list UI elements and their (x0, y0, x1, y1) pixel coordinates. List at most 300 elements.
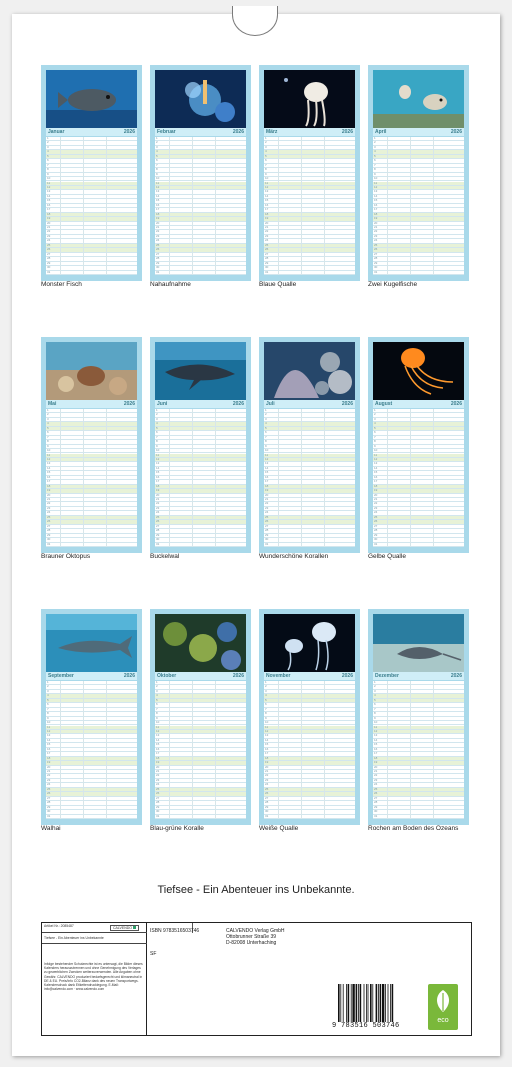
day-row: 7 (373, 164, 464, 168)
day-row: 12 (46, 458, 137, 462)
day-row: 8 (155, 712, 246, 716)
day-row: 7 (46, 164, 137, 168)
leaf-icon (434, 989, 452, 1013)
day-row: 19 (46, 217, 137, 221)
day-grid (264, 681, 355, 819)
day-row: 16 (46, 476, 137, 480)
day-row: 30 (46, 266, 137, 270)
day-row: 3 (373, 146, 464, 150)
day-row: 17 (155, 480, 246, 484)
month-header (46, 128, 137, 136)
day-row: 25 (373, 516, 464, 520)
day-row: 26 (264, 248, 355, 252)
day-row: 18 (46, 485, 137, 489)
day-row: 29 (264, 806, 355, 810)
day-row: 1 (46, 409, 137, 413)
day-row: 25 (155, 788, 246, 792)
month-photo (155, 614, 246, 672)
day-row: 12 (155, 458, 246, 462)
day-row: 25 (264, 244, 355, 248)
day-row: 11 (264, 182, 355, 186)
day-row: 26 (46, 792, 137, 796)
day-row: 13 (373, 734, 464, 738)
day-row: 18 (264, 213, 355, 217)
day-row: 7 (46, 708, 137, 712)
day-row: 22 (155, 230, 246, 234)
month-name: März (266, 129, 278, 135)
day-row: 1 (373, 409, 464, 413)
day-row: 16 (155, 748, 246, 752)
month-name: Juni (157, 401, 168, 407)
orange-jellyfish-image (373, 342, 464, 400)
day-row: 28 (46, 257, 137, 261)
day-row: 18 (46, 213, 137, 217)
day-row: 8 (46, 440, 137, 444)
month-caption: Wunderschöne Korallen (259, 553, 329, 560)
day-row: 17 (264, 752, 355, 756)
day-row: 12 (155, 730, 246, 734)
day-row: 4 (155, 422, 246, 426)
day-row: 9 (155, 445, 246, 449)
day-row: 1 (155, 409, 246, 413)
month-header (264, 672, 355, 680)
month-photo (155, 70, 246, 128)
day-row: 12 (46, 730, 137, 734)
day-row: 15 (46, 743, 137, 747)
day-row: 2 (373, 413, 464, 417)
day-row: 12 (373, 458, 464, 462)
day-row: 16 (373, 204, 464, 208)
day-row: 23 (155, 507, 246, 511)
day-row: 27 (46, 525, 137, 529)
day-row: 15 (155, 199, 246, 203)
day-row: 30 (373, 538, 464, 542)
day-row: 21 (155, 498, 246, 502)
day-row: 2 (264, 685, 355, 689)
day-row: 19 (155, 217, 246, 221)
day-row: 23 (46, 779, 137, 783)
day-row: 31 (155, 815, 246, 819)
day-row: 30 (373, 810, 464, 814)
day-row: 3 (373, 690, 464, 694)
day-row: 8 (264, 440, 355, 444)
day-row: 26 (155, 520, 246, 524)
month-name: November (266, 673, 291, 679)
jellyfish-dark-image (264, 70, 355, 128)
day-row: 16 (155, 476, 246, 480)
day-row: 29 (46, 806, 137, 810)
day-row: 12 (373, 186, 464, 190)
month-photo (373, 70, 464, 128)
day-row: 22 (264, 502, 355, 506)
day-row: 29 (155, 806, 246, 810)
day-row: 31 (373, 271, 464, 275)
day-row: 28 (155, 257, 246, 261)
day-row: 11 (373, 726, 464, 730)
day-row: 2 (155, 413, 246, 417)
day-row: 11 (155, 454, 246, 458)
day-row: 12 (46, 186, 137, 190)
day-row: 13 (46, 462, 137, 466)
day-row: 24 (46, 239, 137, 243)
day-row: 18 (373, 485, 464, 489)
day-row: 7 (46, 436, 137, 440)
day-row: 16 (373, 476, 464, 480)
month-caption: Buckelwal (150, 553, 180, 560)
month-caption: Monster Fisch (41, 281, 82, 288)
day-row: 28 (373, 529, 464, 533)
day-row: 20 (46, 222, 137, 226)
day-row: 10 (46, 721, 137, 725)
day-row: 27 (155, 253, 246, 257)
day-row: 31 (46, 271, 137, 275)
month-year: 2026 (341, 673, 353, 679)
day-row: 23 (155, 235, 246, 239)
day-row: 18 (373, 213, 464, 217)
day-row: 31 (155, 543, 246, 547)
calendar-title: Tiefsee - Ein Abenteuer ins Unbekannte. (157, 884, 355, 896)
month-header (46, 400, 137, 408)
month-name: August (375, 401, 393, 407)
day-row: 18 (373, 757, 464, 761)
day-row: 30 (264, 810, 355, 814)
logo-mark-icon (133, 926, 136, 929)
day-row: 7 (155, 164, 246, 168)
day-row: 16 (46, 204, 137, 208)
day-row: 25 (46, 788, 137, 792)
day-grid (373, 409, 464, 547)
day-row: 22 (155, 774, 246, 778)
day-row: 3 (264, 418, 355, 422)
month-photo (155, 342, 246, 400)
day-row: 29 (264, 262, 355, 266)
month-card-7 (259, 337, 360, 553)
whale-shark-image (46, 614, 137, 672)
day-row: 6 (46, 703, 137, 707)
day-row: 8 (373, 168, 464, 172)
eco-badge (428, 984, 458, 1030)
day-row: 1 (373, 137, 464, 141)
day-row: 21 (155, 770, 246, 774)
day-grid (46, 409, 137, 547)
barcode-number: 9 783516 503746 (332, 1022, 400, 1030)
day-row: 1 (46, 681, 137, 685)
day-row: 20 (264, 494, 355, 498)
day-row: 18 (46, 757, 137, 761)
day-row: 17 (264, 208, 355, 212)
day-row: 25 (155, 516, 246, 520)
day-row: 5 (264, 427, 355, 431)
day-row: 9 (155, 717, 246, 721)
day-row: 1 (155, 681, 246, 685)
day-row: 4 (155, 150, 246, 154)
day-row: 21 (373, 226, 464, 230)
day-row: 11 (373, 454, 464, 458)
month-year: 2026 (232, 673, 244, 679)
day-row: 2 (46, 141, 137, 145)
day-row: 25 (373, 788, 464, 792)
day-row: 20 (373, 766, 464, 770)
day-row: 20 (373, 494, 464, 498)
day-row: 5 (155, 155, 246, 159)
day-row: 11 (155, 726, 246, 730)
day-grid (264, 137, 355, 275)
day-row: 19 (264, 489, 355, 493)
day-row: 17 (264, 480, 355, 484)
day-row: 19 (373, 761, 464, 765)
month-caption: Walhai (41, 825, 61, 832)
day-row: 6 (155, 431, 246, 435)
month-year: 2026 (450, 673, 462, 679)
day-row: 2 (46, 413, 137, 417)
day-row: 11 (46, 454, 137, 458)
day-row: 10 (373, 721, 464, 725)
day-row: 8 (264, 712, 355, 716)
day-row: 22 (155, 502, 246, 506)
day-row: 10 (46, 449, 137, 453)
day-row: 16 (155, 204, 246, 208)
day-row: 9 (46, 173, 137, 177)
day-row: 8 (46, 712, 137, 716)
day-row: 3 (155, 690, 246, 694)
day-row: 4 (264, 694, 355, 698)
month-header (373, 672, 464, 680)
day-row: 30 (46, 538, 137, 542)
day-row: 13 (264, 190, 355, 194)
month-caption: Blaue Qualle (259, 281, 297, 288)
day-row: 1 (373, 681, 464, 685)
day-row: 3 (373, 418, 464, 422)
day-row: 15 (264, 743, 355, 747)
day-row: 28 (373, 801, 464, 805)
day-row: 18 (264, 485, 355, 489)
day-row: 27 (373, 525, 464, 529)
month-header (155, 400, 246, 408)
day-row: 8 (155, 440, 246, 444)
day-row: 23 (155, 779, 246, 783)
day-row: 29 (155, 262, 246, 266)
day-row: 11 (264, 454, 355, 458)
day-row: 19 (264, 761, 355, 765)
info-left-column (42, 923, 147, 1035)
day-row: 28 (155, 529, 246, 533)
month-card-11 (259, 609, 360, 825)
day-row: 16 (264, 748, 355, 752)
day-row: 5 (155, 427, 246, 431)
month-card-1 (41, 65, 142, 281)
day-row: 13 (264, 734, 355, 738)
month-caption: Rochen am Boden des Ozeans (368, 825, 459, 832)
day-row: 9 (264, 717, 355, 721)
day-row: 4 (373, 422, 464, 426)
day-row: 26 (373, 520, 464, 524)
day-row: 9 (373, 173, 464, 177)
day-row: 5 (373, 427, 464, 431)
day-row: 9 (46, 445, 137, 449)
month-header (264, 128, 355, 136)
day-row: 3 (155, 146, 246, 150)
day-row: 6 (46, 159, 137, 163)
day-row: 19 (264, 217, 355, 221)
day-grid (46, 681, 137, 819)
day-row: 14 (46, 195, 137, 199)
day-row: 26 (264, 520, 355, 524)
day-row: 7 (264, 436, 355, 440)
day-grid (264, 409, 355, 547)
day-row: 6 (373, 703, 464, 707)
day-row: 31 (46, 815, 137, 819)
day-row: 20 (264, 766, 355, 770)
day-row: 19 (46, 489, 137, 493)
day-row: 1 (46, 137, 137, 141)
day-row: 7 (264, 164, 355, 168)
product-info-box (41, 922, 472, 1036)
day-row: 31 (264, 815, 355, 819)
day-row: 3 (46, 418, 137, 422)
day-row: 24 (46, 511, 137, 515)
month-card-6 (150, 337, 251, 553)
day-row: 29 (373, 534, 464, 538)
white-jellyfish-image (264, 614, 355, 672)
day-row: 22 (46, 230, 137, 234)
humpback-whale-image (155, 342, 246, 400)
month-name: Januar (48, 129, 65, 135)
day-row: 21 (46, 498, 137, 502)
day-row: 24 (373, 783, 464, 787)
day-row: 23 (46, 235, 137, 239)
day-row: 3 (46, 146, 137, 150)
day-row: 7 (155, 708, 246, 712)
day-row: 10 (46, 177, 137, 181)
day-row: 7 (264, 708, 355, 712)
day-row: 12 (155, 186, 246, 190)
month-caption: Blau-grüne Koralle (150, 825, 204, 832)
day-row: 18 (264, 757, 355, 761)
day-row: 23 (264, 507, 355, 511)
sf-code: SF (150, 951, 157, 957)
day-row: 31 (264, 271, 355, 275)
day-row: 11 (46, 726, 137, 730)
day-row: 13 (46, 190, 137, 194)
day-row: 4 (373, 694, 464, 698)
day-row: 19 (373, 217, 464, 221)
day-row: 19 (155, 489, 246, 493)
day-row: 8 (373, 712, 464, 716)
month-card-10 (150, 609, 251, 825)
day-row: 13 (155, 734, 246, 738)
day-row: 31 (155, 271, 246, 275)
stingray-image (373, 614, 464, 672)
day-row: 2 (155, 141, 246, 145)
day-row: 5 (264, 699, 355, 703)
day-row: 1 (264, 681, 355, 685)
day-row: 23 (264, 235, 355, 239)
eco-label: eco (437, 1017, 449, 1024)
day-row: 9 (46, 717, 137, 721)
day-row: 24 (264, 783, 355, 787)
day-row: 24 (373, 511, 464, 515)
month-name: September (48, 673, 74, 679)
day-grid (46, 137, 137, 275)
day-row: 13 (155, 462, 246, 466)
day-row: 25 (264, 788, 355, 792)
day-row: 23 (264, 779, 355, 783)
month-photo (46, 70, 137, 128)
day-row: 22 (46, 502, 137, 506)
day-row: 12 (264, 458, 355, 462)
day-row: 16 (46, 748, 137, 752)
day-row: 8 (264, 168, 355, 172)
isbn: ISBN 9783516503746 (150, 928, 200, 934)
day-row: 27 (155, 525, 246, 529)
month-year: 2026 (341, 401, 353, 407)
day-row: 14 (155, 467, 246, 471)
anemone-coral-image (155, 614, 246, 672)
day-row: 19 (46, 761, 137, 765)
day-row: 27 (46, 253, 137, 257)
day-row: 30 (264, 538, 355, 542)
day-row: 6 (264, 703, 355, 707)
day-row: 10 (155, 721, 246, 725)
day-row: 1 (155, 137, 246, 141)
day-row: 22 (373, 502, 464, 506)
month-header (155, 128, 246, 136)
day-row: 27 (46, 797, 137, 801)
day-row: 18 (155, 213, 246, 217)
day-row: 15 (264, 471, 355, 475)
coral-closeup-image (155, 70, 246, 128)
day-row: 23 (46, 507, 137, 511)
day-row: 13 (46, 734, 137, 738)
day-row: 12 (373, 730, 464, 734)
month-photo (264, 614, 355, 672)
day-row: 20 (155, 222, 246, 226)
month-photo (264, 342, 355, 400)
day-row: 29 (264, 534, 355, 538)
day-row: 27 (373, 797, 464, 801)
day-row: 27 (264, 797, 355, 801)
day-row: 17 (46, 208, 137, 212)
day-row: 3 (155, 418, 246, 422)
day-row: 1 (264, 409, 355, 413)
day-row: 2 (46, 685, 137, 689)
day-row: 8 (155, 168, 246, 172)
day-row: 8 (373, 440, 464, 444)
day-row: 17 (373, 480, 464, 484)
day-row: 11 (264, 726, 355, 730)
month-card-12 (368, 609, 469, 825)
day-row: 6 (264, 159, 355, 163)
day-row: 29 (373, 262, 464, 266)
publisher-logo: CALVENDO (110, 925, 139, 931)
day-grid (155, 681, 246, 819)
month-card-8 (368, 337, 469, 553)
day-row: 14 (46, 467, 137, 471)
coral-fan-image (264, 342, 355, 400)
day-row: 6 (155, 703, 246, 707)
octopus-reef-image (46, 342, 137, 400)
day-row: 24 (373, 239, 464, 243)
day-row: 7 (373, 708, 464, 712)
day-row: 3 (264, 690, 355, 694)
day-row: 27 (155, 797, 246, 801)
day-row: 29 (46, 262, 137, 266)
month-photo (373, 614, 464, 672)
day-row: 31 (264, 543, 355, 547)
day-row: 14 (155, 739, 246, 743)
month-card-3 (259, 65, 360, 281)
day-row: 17 (155, 208, 246, 212)
